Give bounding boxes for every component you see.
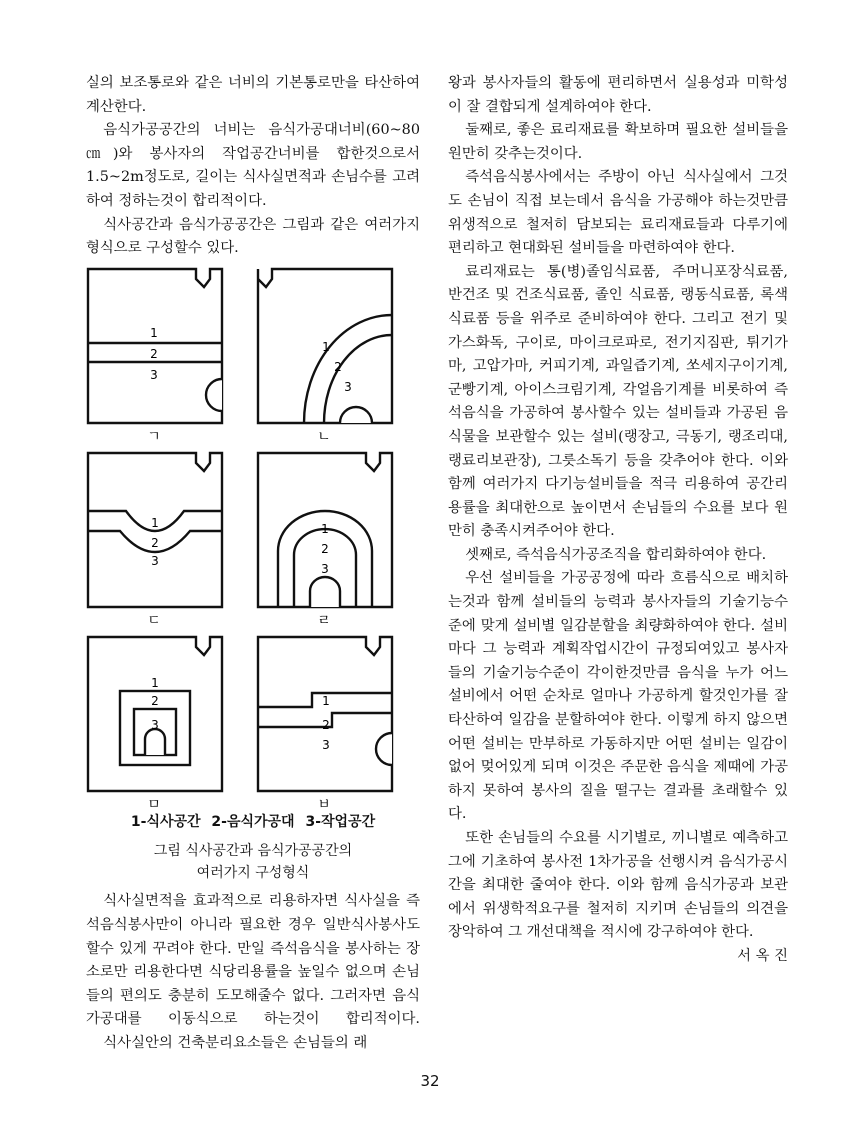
diagram-e-num-2: 2	[151, 693, 159, 708]
diagram-f-num-2: 2	[322, 717, 330, 732]
diagram-b-plan	[256, 267, 396, 445]
figure-caption-line-2: 여러가지 구성형식	[196, 865, 310, 882]
diagram-b-label: ㄴ	[317, 428, 331, 445]
diagram-a-num-2: 2	[150, 346, 158, 361]
diagram-b-num-1: 1	[322, 339, 330, 354]
diagram-e-num-3: 3	[151, 717, 159, 732]
paragraph-second: 둘째로, 좋은 료리재료를 확보하며 필요한 설비들을 원만히 갖추는것이다.	[448, 122, 788, 162]
diagram-b-num-2: 2	[334, 359, 342, 374]
diagram-d-label: ㄹ	[317, 612, 331, 629]
left-column	[86, 72, 420, 1056]
right-column	[448, 72, 788, 969]
diagram-f-plan	[256, 635, 396, 813]
paragraph-third: 셋째로, 즉석음식가공조직을 합리화하여야 한다.	[465, 546, 767, 563]
diagram-c-num-3: 3	[151, 553, 159, 568]
diagram-c-label: ㄷ	[147, 612, 161, 629]
diagram-c-num-2: 2	[151, 535, 159, 550]
figure-legend: 1-식사공간 2-음식가공대 3-작업공간	[130, 813, 376, 830]
diagram-d-num-2: 2	[321, 541, 329, 556]
paragraph-area: 식사실면적을 효과적으로 리용하자면 식사실을 즉석음식봉사만이 아니라 필요한 경우 일반식사봉사도 할수 있게 꾸려야 한다. 만일 즉석음식을 봉사하는 장소로만 리용한다면 식당리용률을 높일수 없으며 손님들의 편의도 충분히 도모해줄수 없다. 그러자면 음식가공대를 이동식으로 하는것이 합리적이다.	[86, 893, 420, 1028]
diagram-f-label: ㅂ	[317, 796, 331, 813]
diagram-a	[86, 267, 226, 445]
paragraph-equipment: 우선 설비들을 가공공정에 따라 흐름식으로 배치하는것과 함께 설비들의 능력과 봉사자들의 기술기능수준에 맞게 설비별 일감분할을 최량화하여야 한다. 설비마다 그 능력과 계획작업시간이 규정되여있고 봉사자들의 기술기능수준이 각이한것만큼 음식을 누가 어느 설비에서 어떤 순차로 얼마나 가공하게 할것인가를 잘 타산하여 일감을 분할하여야 한다. 이렇게 하지 않으면 어떤 설비는 만부하로 가동하지만 어떤 설비는 일감이 없어 멎어있게 되며 이것은 주문한 음식을 제때에 가공하지 못하여 봉사의 질을 떨구는 결과를 초래할수 있다.	[448, 570, 788, 823]
diagram-f	[256, 635, 396, 813]
figure-caption	[86, 840, 420, 884]
paragraph-kitchen: 즉석음식봉사에서는 주방이 아닌 식사실에서 그것도 손님이 직접 보는데서 음식을 가공해야 하는것만큼 위생적으로 철저히 담보되는 료리재료들과 다루기에 편리하고 현대화된 설비들을 마련하여야 한다.	[448, 169, 788, 257]
diagram-c-num-1: 1	[151, 515, 159, 530]
diagram-d	[256, 451, 396, 629]
diagram-b-num-3: 3	[344, 379, 352, 394]
diagram-e-num-1: 1	[151, 675, 159, 690]
paragraph-forms: 식사공간과 음식가공공간은 그림과 같은 여러가지 형식으로 구성할수 있다.	[86, 216, 420, 257]
diagram-e	[86, 635, 226, 813]
paragraph-continuation: 왕과 봉사자들의 활동에 편리하면서 실용성과 미학성이 잘 결합되게 설계하여야 한다.	[448, 75, 788, 115]
diagram-a-num-3: 3	[150, 367, 158, 382]
diagram-c-plan	[86, 451, 226, 629]
author-name: 서 옥 진	[737, 947, 788, 964]
diagram-a-plan	[86, 267, 226, 445]
diagram-e-label: ㅁ	[147, 796, 161, 813]
paragraph-intro: 실의 보조통로와 같은 너비의 기본통로만을 타산하여 계산한다.	[86, 75, 420, 115]
diagram-c	[86, 451, 226, 629]
page-number: 32	[420, 1072, 440, 1090]
diagram-d-num-3: 3	[321, 561, 329, 576]
figure-caption-line-1: 그림 식사공간과 음식가공공간의	[153, 843, 353, 860]
diagram-b	[256, 267, 396, 445]
diagram-d-plan	[256, 451, 396, 629]
diagram-f-num-1: 1	[322, 693, 330, 708]
diagram-d-num-1: 1	[321, 521, 329, 536]
paragraph-arch: 식사실안의 건축분리요소들은 손님들의 래	[103, 1034, 368, 1051]
figure-diagrams	[86, 267, 420, 813]
diagram-f-num-3: 3	[322, 737, 330, 752]
diagram-e-plan	[86, 635, 226, 813]
paragraph-width: 음식가공공간의 너비는 음식가공대너비(60~80㎝)와 봉사자의 작업공간너비를 합한것으로서 1.5~2m정도로, 길이는 식사실면적과 손님수를 고려하여 정하는것이 합리적이다.	[86, 122, 420, 209]
diagram-a-num-1: 1	[150, 325, 158, 340]
diagram-a-label: ㄱ	[147, 428, 161, 445]
paragraph-materials: 료리재료는 통(병)졸임식료품, 주머니포장식료품, 반건조 및 건조식료품, 졸인 식료품, 랭동식료품, 록색식료품 등을 위주로 준비하여야 한다. 그리고 전기 및 가스화독, 구이로, 마이크로파로, 전기지짐판, 튀기가마, 고압가마, 커피기계, 과일즙기계, 쏘세지구이기계, 군빵기계, 아이스크림기계, 각얼음기계를 비롯하여 즉석음식을 가공하여 봉사할수 있는 설비들과 가공된 음식물을 보관할수 있는 설비(랭장고, 극동기, 랭조리대, 랭료리보관장), 그릇소독기 등을 갖추어야 한다. 이와 함께 여러가지 다기능설비들을 적극 리용하여 공간리용률을 최대한으로 높이면서 손님들의 수요를 보다 원만히 충족시켜주어야 한다.	[448, 263, 788, 540]
paragraph-demand: 또한 손님들의 수요를 시기별로, 끼니별로 예측하고 그에 기초하여 봉사전 1차가공을 선행시켜 음식가공시간을 최대한 줄여야 한다. 이와 함께 음식가공과 보관에서 위생학적요구를 철저히 지키며 손님들의 의견을 장악하여 그 개선대책을 적시에 강구하여야 한다.	[448, 830, 788, 941]
